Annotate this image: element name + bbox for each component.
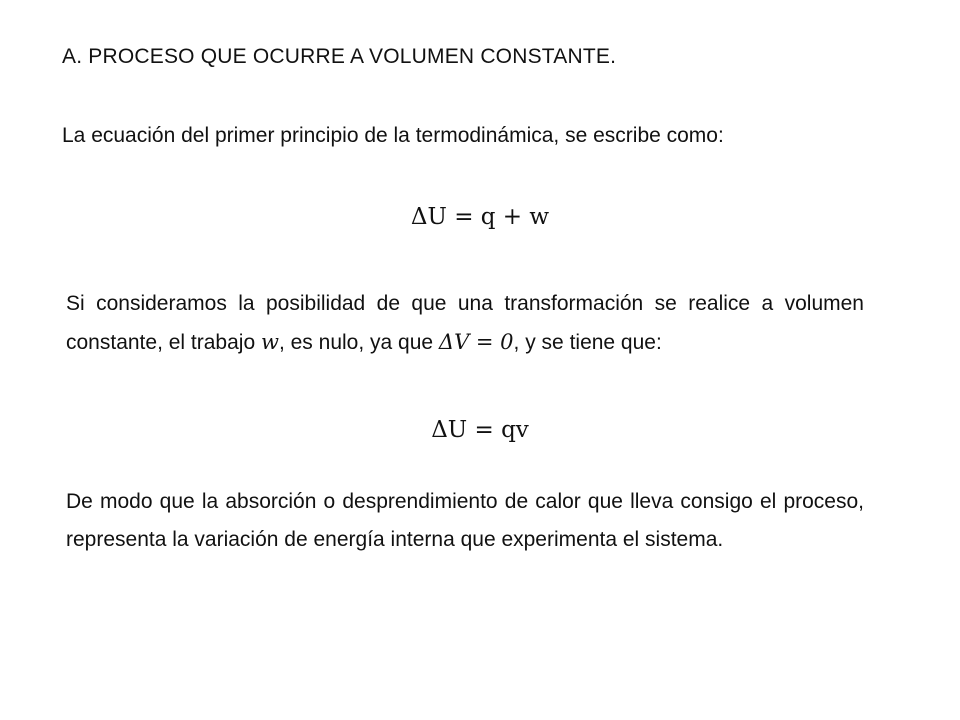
work-symbol: w bbox=[260, 330, 279, 354]
slide-heading: A. PROCESO QUE OCURRE A VOLUMEN CONSTANTE. bbox=[62, 45, 617, 68]
constant-volume-equation: ΔU = qv bbox=[431, 417, 529, 443]
paragraph-text-part: , es nulo, ya que bbox=[278, 331, 439, 354]
paragraph-text-part: Si consideramos la posibilidad de que una transformación se realice a volumen constante, el trabajo bbox=[66, 292, 864, 354]
conclusion-paragraph: De modo que la absorción o desprendimiento de calor que lleva consigo el proceso, representa la variación de energía interna que experimenta el sistema. bbox=[66, 490, 864, 551]
constant-volume-paragraph bbox=[66, 285, 864, 362]
volume-change-expression: ΔV = 0 bbox=[438, 330, 514, 354]
first-law-intro-paragraph: La ecuación del primer principio de la termodinámica, se escribe como: bbox=[62, 124, 724, 147]
paragraph-text-part: , y se tiene que: bbox=[513, 331, 662, 354]
first-law-equation: ΔU = q + w bbox=[410, 204, 550, 230]
